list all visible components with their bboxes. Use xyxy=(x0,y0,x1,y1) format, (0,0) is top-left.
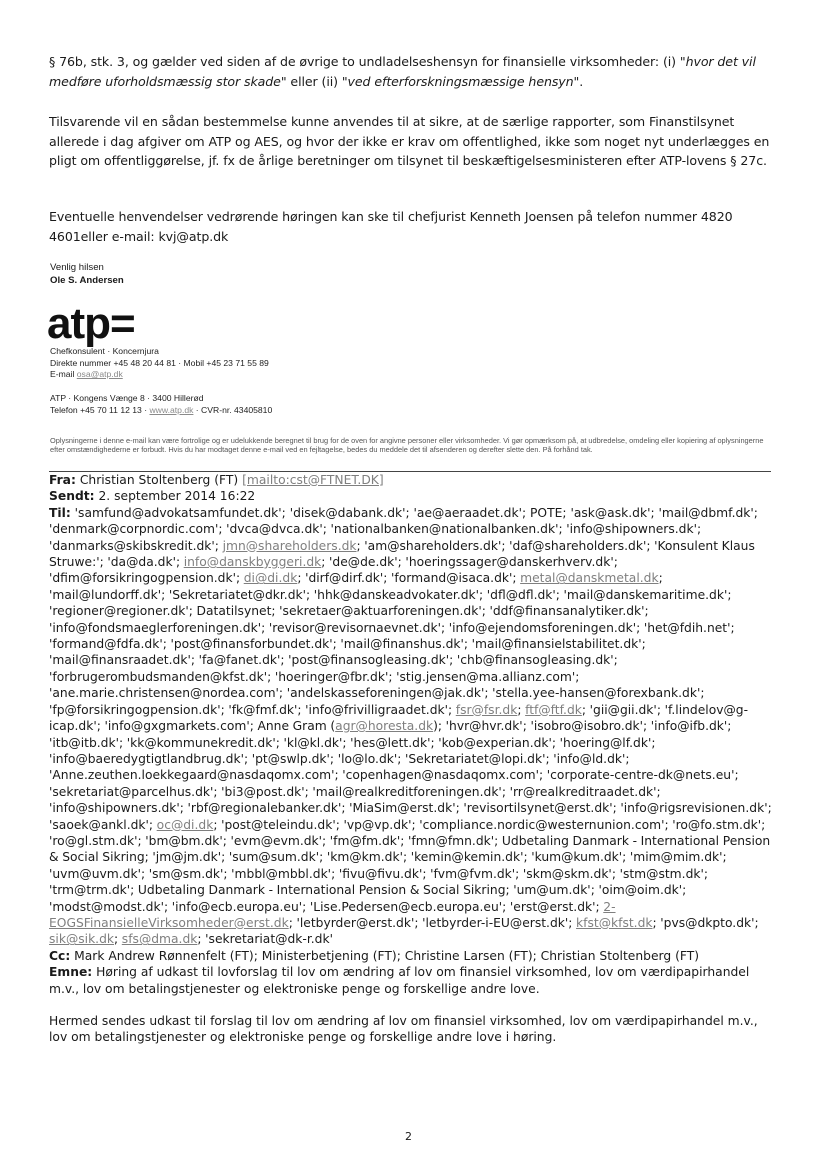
recipient-text: ; 'letbyrder@erst.dk'; 'letbyrder-i-EU@erst.dk'; xyxy=(288,915,577,930)
to-recipients-line xyxy=(49,587,779,603)
recipient-text: 'regioner@regioner.dk'; Datatilsynet; 'sekretaer@aktuarforeningen.dk'; 'ddf@finansanalytiker.dk'; xyxy=(49,604,649,619)
to-recipients-line xyxy=(49,554,779,570)
to-label: Til: xyxy=(49,505,71,520)
recipient-text: 'trm@trm.dk'; Udbetaling Danmark - International Pension & Social Sikring; 'um@um.dk'; 'oim@oim.dk'; xyxy=(49,883,687,898)
recipient-text: 'saoek@ankl.dk'; xyxy=(49,817,157,832)
sent-value: 2. september 2014 16:22 xyxy=(94,489,256,504)
recipient-text: 'forbrugerombudsmanden@kfst.dk'; 'hoeringer@fbr.dk'; 'stig.jensen@ma.allianz.com'; xyxy=(49,669,580,684)
recipient-text: icap.dk'; 'info@gxgmarkets.com'; Anne Gram ( xyxy=(49,719,336,734)
recipient-text: 'ane.marie.christensen@nordea.com'; 'andelskasseforeningen@jak.dk'; 'stella.yee-hansen@forexbank.dk'; xyxy=(49,686,705,701)
to-recipients-line xyxy=(49,817,779,833)
paragraph-contact: Eventuelle henvendelser vedrørende høringen kan ske til chefjurist Kenneth Joensen på telefon nummer 4820 4601eller e-mail: kvj@atp.dk xyxy=(49,209,733,244)
to-recipients-line xyxy=(49,751,779,767)
to-recipients-line xyxy=(49,882,779,898)
subject-value: Høring af udkast til lovforslag til lov om ændring af lov om finansiel virksomhed, lov om værdipapirhandel m.v., lov om betalingstjenester og elektroniske penge og forskellige andre love. xyxy=(49,965,750,996)
from-label: Fra: xyxy=(49,473,76,487)
atp-logo: atp= xyxy=(47,299,135,348)
recipient-text: ; 'de@de.dk'; 'hoeringssager@danskerhverv.dk'; xyxy=(321,555,618,570)
recipient-email-link[interactable]: sik@sik.dk xyxy=(49,932,115,947)
recipient-email-link[interactable]: jmn@shareholders.dk xyxy=(222,538,357,553)
signature-name: Ole S. Andersen xyxy=(50,275,124,286)
cc-label: Cc: xyxy=(49,948,71,963)
recipient-email-link[interactable]: sfs@dma.dk xyxy=(121,932,198,947)
from-value: Christian Stoltenberg (FT) xyxy=(75,473,243,487)
paragraph-finanstilsynet: Tilsvarende vil en sådan bestemmelse kunne anvendes til at sikre, at de særlige rapporter, som Finanstilsynet allerede i dag afgiver om ATP og AES, og hvor der ikke er krav om offentlighed, ikke som noget nyt underlægges en pligt om offentliggørelse, jf. fx de årlige beretninger om tilsynet til beskæftigelsesministeren efter ATP-lovens § 27c. xyxy=(49,114,770,169)
recipient-email-link[interactable]: di@di.dk xyxy=(243,571,298,586)
to-recipients-line xyxy=(49,620,779,636)
cc-row xyxy=(49,948,779,964)
sent-label: Sendt: xyxy=(49,489,95,504)
signature-tel-prefix: Telefon +45 70 11 12 13 · xyxy=(50,404,150,415)
to-recipients-line xyxy=(49,915,779,931)
signature-contact-info xyxy=(50,346,269,381)
recipient-text: ; 'gii@gii.dk'; 'f.lindelov@g- xyxy=(581,702,749,717)
email-disclaimer: Oplysningerne i denne e-mail kan være fortrolige og er udelukkende beregnet til brug for de oven for angivne personer eller virksomheder. Vi gør opmærksom på, at udbredelse, omdeling eller kopiering af oplysningerne efter omstændighederne er forbudt. Hvis du har modtaget denne e-mail ved en fejltagelse, bedes du meddele det til afsenderen og derefter slette den. På forhånd tak. xyxy=(50,436,764,455)
recipient-text: ; xyxy=(114,932,122,947)
from-row xyxy=(49,472,779,488)
recipient-text: Struwe:'; 'da@da.dk'; xyxy=(49,555,184,570)
to-recipients-line xyxy=(49,849,779,865)
to-recipients-line xyxy=(49,866,779,882)
signature-phones: Direkte nummer +45 48 20 44 81 · Mobil +45 23 71 55 89 xyxy=(50,357,269,368)
to-recipients-line xyxy=(49,833,779,849)
signature-greeting: Venlig hilsen xyxy=(50,262,104,273)
signature-address: ATP · Kongens Vænge 8 · 3400 Hillerød xyxy=(50,393,204,403)
para1-text-b: eller (ii) xyxy=(286,73,342,89)
signature-address-info xyxy=(50,393,272,416)
to-row xyxy=(49,505,779,948)
recipient-email-link[interactable]: agr@horesta.dk xyxy=(335,719,434,734)
recipient-text: 'uvm@uvm.dk'; 'sm@sm.dk'; 'mbbl@mbbl.dk'; 'fivu@fivu.dk'; 'fvm@fvm.dk'; 'skm@skm.dk'; 'stm@stm.dk'; xyxy=(49,866,709,881)
recipient-text: 'mail@finansraadet.dk'; 'fa@fanet.dk'; 'post@finansogleasing.dk'; 'chb@finansogleasing.dk'; xyxy=(49,653,618,668)
to-recipients-line xyxy=(49,718,779,734)
signature-block xyxy=(50,261,124,287)
signature-email-label: E-mail xyxy=(50,369,77,380)
recipient-text: ; 'dirf@dirf.dk'; 'formand@isaca.dk'; xyxy=(297,571,521,586)
signature-title: Chefkonsulent · Koncernjura xyxy=(50,346,159,356)
recipient-text: ; xyxy=(658,571,663,586)
from-mailto-link[interactable]: [mailto:cst@FTNET.DK] xyxy=(242,473,384,487)
para1-text-a: § 76b, stk. 3, og gælder ved siden af de øvrige to undladelseshensyn for finansielle virksomheder: (i) xyxy=(49,54,680,69)
email-body-text: Hermed sendes udkast til forslag til lov om ændring af lov om finansiel virksomhed, lov om værdipapirhandel m.v., lov om betalingstjenester og elektroniske penge og forskellige andre love i høring. xyxy=(49,1014,758,1045)
recipient-email-link[interactable]: kfst@kfst.dk xyxy=(576,915,653,930)
recipient-email-link[interactable]: ftf@ftf.dk xyxy=(525,702,582,717)
recipient-text: ; 'am@shareholders.dk'; 'daf@shareholders.dk'; 'Konsulent Klaus xyxy=(356,538,755,553)
recipient-text: ; xyxy=(517,702,526,717)
signature-cvr: · CVR-nr. 43405810 xyxy=(193,404,273,415)
recipient-text: 'samfund@advokatsamfundet.dk'; 'disek@dabank.dk'; 'ae@aeraadet.dk'; POTE; 'ask@ask.dk'; 'mail@dbmf.dk'; xyxy=(74,505,758,520)
signature-website-link[interactable]: www.atp.dk xyxy=(149,404,194,415)
to-recipients-line xyxy=(49,931,779,947)
para1-quote-2: "ved efterforskningsmæssige hensyn" xyxy=(341,73,580,89)
recipient-text: 'modst@modst.dk'; 'info@ecb.europa.eu'; 'Lise.Pedersen@ecb.europa.eu'; 'erst@erst.dk'; xyxy=(49,899,604,914)
email-header xyxy=(49,472,779,1046)
recipient-text: 'fp@forsikringogpension.dk'; 'fk@fmf.dk'; 'info@frivilligraadet.dk'; xyxy=(49,702,456,717)
recipient-text: 'dfim@forsikringogpension.dk'; xyxy=(49,571,244,586)
cc-value: Mark Andrew Rønnenfelt (FT); Ministerbetjening (FT); Christine Larsen (FT); Christian Stoltenberg (FT) xyxy=(70,948,700,963)
to-recipients-line xyxy=(49,603,779,619)
recipient-text: ; 'post@teleindu.dk'; 'vp@vp.dk'; 'compliance.nordic@westernunion.com'; 'ro@fo.stm.dk'; xyxy=(213,817,766,832)
recipient-text: ); 'hvr@hvr.dk'; 'isobro@isobro.dk'; 'info@ifb.dk'; xyxy=(433,719,732,734)
recipient-email-link[interactable]: info@danskbyggeri.dk xyxy=(183,555,322,570)
recipient-text: 'Anne.zeuthen.loekkegaard@nasdaqomx.com'; 'copenhagen@nasdaqomx.com'; 'corporate-centre-dk@nets.eu'; xyxy=(49,768,739,783)
to-recipients-line xyxy=(49,735,779,751)
recipient-text: 'ro@gl.stm.dk'; 'bm@bm.dk'; 'evm@evm.dk'; 'fm@fm.dk'; 'fmn@fmn.dk'; Udbetaling Danmark - International Pension xyxy=(49,833,771,848)
recipient-text: ; 'pvs@dkpto.dk'; xyxy=(652,915,759,930)
recipient-text: 'info@shipowners.dk'; 'rbf@regionalebanker.dk'; 'MiaSim@erst.dk'; 'revisortilsynet@erst.dk'; 'info@rigsrevisionen.dk'; xyxy=(49,801,772,816)
recipient-text: & Social Sikring; 'jm@jm.dk'; 'sum@sum.dk'; 'km@km.dk'; 'kemin@kemin.dk'; 'kum@kum.dk'; 'mim@mim.dk'; xyxy=(49,850,727,865)
to-recipients xyxy=(49,506,779,948)
recipient-text: 'sekretariat@parcelhus.dk'; 'bi3@post.dk'; 'mail@realkreditforeningen.dk'; 'rr@realkreditraadet.dk'; xyxy=(49,784,661,799)
subject-label: Emne: xyxy=(49,965,93,980)
to-recipients-line xyxy=(75,506,758,520)
recipient-email-link[interactable]: EOGSFinansielleVirksomheder@erst.dk xyxy=(49,915,289,930)
to-recipients-line xyxy=(49,702,779,718)
to-recipients-line xyxy=(49,521,779,537)
to-recipients-line xyxy=(49,636,779,652)
recipient-text: 'mail@lundorff.dk'; 'Sekretariatet@dkr.dk'; 'hhk@danskeadvokater.dk'; 'dfl@dfl.dk'; 'mail@danskemaritime.dk'; xyxy=(49,587,732,602)
to-recipients-line xyxy=(49,652,779,668)
recipient-text: 'formand@fdfa.dk'; 'post@finansforbundet.dk'; 'mail@finanshus.dk'; 'mail@finansielstabilitet.dk'; xyxy=(49,637,646,652)
subject-row xyxy=(49,964,779,997)
to-recipients-line xyxy=(49,767,779,783)
recipient-email-link[interactable]: oc@di.dk xyxy=(156,817,214,832)
to-recipients-line xyxy=(49,570,779,586)
page-number: 2 xyxy=(405,1130,412,1143)
signature-email-link[interactable]: osa@atp.dk xyxy=(76,369,123,380)
recipient-email-link[interactable]: 2- xyxy=(603,899,616,914)
to-recipients-line xyxy=(49,685,779,701)
recipient-text: ; 'sekretariat@dk-r.dk' xyxy=(197,932,333,947)
to-recipients-line xyxy=(49,669,779,685)
to-recipients-line xyxy=(49,538,779,554)
recipient-text: 'info@fondsmaeglerforeningen.dk'; 'revisor@revisornaevnet.dk'; 'info@ejendomsforeningen.dk'; 'het@fdih.net'; xyxy=(49,620,735,635)
recipient-text: 'danmarks@skibskredit.dk'; xyxy=(49,538,223,553)
to-recipients-line xyxy=(49,784,779,800)
recipient-text: 'denmark@corpnordic.com'; 'dvca@dvca.dk'; 'nationalbanken@nationalbanken.dk'; 'info@shipowners.dk'; xyxy=(49,522,702,537)
to-recipients-line xyxy=(49,800,779,816)
recipient-email-link[interactable]: fsr@fsr.dk xyxy=(455,702,518,717)
para1-text-c: . xyxy=(579,73,584,89)
para1-quote-1: "hvor det vil medføre uforholdsmæssig stor skade" xyxy=(49,54,756,89)
recipient-text: 'info@baeredygtigtlandbrug.dk'; 'pt@swlp.dk'; 'lo@lo.dk'; 'Sekretariatet@lopi.dk'; 'info@ld.dk'; xyxy=(49,751,630,766)
paragraph-undladelseshensyn xyxy=(49,52,779,91)
sent-row xyxy=(49,488,779,504)
recipient-email-link[interactable]: metal@danskmetal.dk xyxy=(520,571,659,586)
recipient-text: 'itb@itb.dk'; 'kk@kommunekredit.dk'; 'kl@kl.dk'; 'hes@lett.dk'; 'kob@experian.dk'; 'hoering@lf.dk'; xyxy=(49,735,656,750)
to-recipients-line xyxy=(49,899,779,915)
